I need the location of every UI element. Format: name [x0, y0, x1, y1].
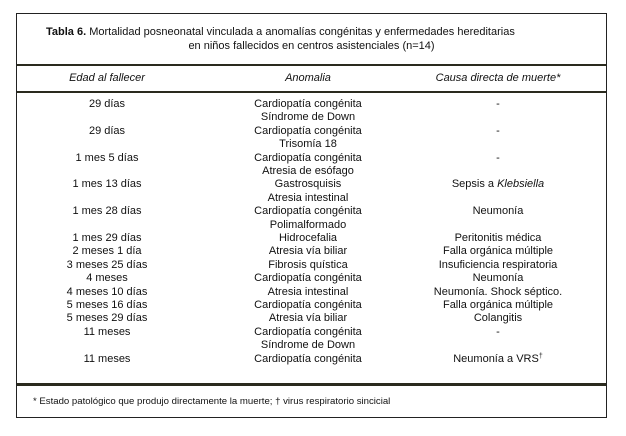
cell-anomalia [197, 259, 419, 272]
cell-anomalia [197, 286, 419, 299]
anomalia-line: Atresia vía biliar [268, 312, 348, 325]
anomalia-line: Cardiopatía congénita [254, 98, 362, 110]
table-row [17, 205, 606, 232]
cell-anomalia [197, 205, 419, 232]
cell-edad: 11 meses [83, 352, 131, 365]
cell-edad: 11 meses [83, 325, 131, 338]
table-row [17, 326, 606, 353]
cell-edad: 5 meses 29 días [66, 312, 148, 325]
table-body [17, 98, 606, 366]
anomalia-line: Cardiopatía congénita [254, 151, 362, 164]
cell-causa [403, 232, 593, 245]
table-row [17, 259, 606, 272]
cell-anomalia [197, 98, 419, 125]
cell-causa [403, 178, 593, 191]
causa-text: - [496, 98, 500, 110]
table-row [17, 286, 606, 299]
column-header-causa: Causa directa de muerte* [435, 72, 561, 84]
cell-anomalia [197, 272, 419, 285]
anomalia-line: Cardiopatía congénita [254, 272, 362, 285]
cell-anomalia [197, 299, 419, 312]
table-footnote: * Estado patológico que produjo directamente la muerte; † virus respiratorio sincicial [33, 396, 391, 407]
cell-anomalia [197, 312, 419, 325]
anomalia-line: Cardiopatía congénita [254, 298, 362, 311]
anomalia-line: Atresia de esófago [262, 164, 354, 177]
cell-anomalia [197, 353, 419, 366]
caption-title: Mortalidad posneonatal vinculada a anomalías congénitas y enfermedades hereditarias [86, 26, 515, 38]
caption-divider [17, 64, 606, 66]
anomalia-line: Cardiopatía congénita [254, 325, 362, 338]
cell-causa [403, 125, 593, 138]
footer-divider [17, 383, 606, 386]
cell-edad: 29 días [88, 124, 126, 137]
anomalia-line: Gastrosquisis [274, 178, 342, 191]
anomalia-line: Fibrosis quística [268, 258, 348, 271]
causa-text: Falla orgánica múltiple [442, 298, 554, 311]
cell-causa [403, 272, 593, 285]
cell-edad: 2 meses 1 día [72, 245, 142, 258]
cell-edad: 1 mes 13 días [72, 178, 142, 191]
anomalia-line: Síndrome de Down [260, 339, 356, 352]
causa-text: Neumonía. Shock séptico. [433, 285, 563, 298]
cell-causa [403, 353, 593, 366]
anomalia-line: Polimalformado [269, 218, 347, 231]
cell-anomalia [197, 125, 419, 152]
causa-text: Neumonía a VRS [453, 352, 539, 365]
table-row [17, 353, 606, 366]
cell-causa [403, 245, 593, 258]
cell-edad: 1 mes 5 días [75, 151, 139, 164]
table-row [17, 272, 606, 285]
cell-causa [403, 286, 593, 299]
caption-label: Tabla 6. [46, 26, 87, 38]
table-row [17, 178, 606, 205]
header-divider [17, 91, 606, 93]
anomalia-line: Hidrocefalia [278, 231, 338, 244]
table-caption [17, 14, 606, 64]
anomalia-line: Cardiopatía congénita [254, 124, 362, 137]
table-row [17, 98, 606, 125]
cell-edad: 4 meses [86, 272, 128, 285]
table-row [17, 125, 606, 152]
table-row [17, 232, 606, 245]
cell-causa [403, 312, 593, 325]
anomalia-line: Trisomía 18 [279, 138, 337, 151]
cell-anomalia [197, 326, 419, 353]
table-row [17, 299, 606, 312]
causa-text: Neumonía [472, 205, 524, 218]
cell-anomalia [197, 245, 419, 258]
dagger-footnote-mark: † [538, 352, 543, 360]
cell-causa [403, 326, 593, 339]
causa-organism: Klebsiella [497, 178, 545, 191]
cell-anomalia [197, 152, 419, 179]
cell-edad: 1 mes 29 días [72, 231, 142, 244]
cell-edad: 1 mes 28 días [72, 205, 142, 218]
cell-causa [403, 205, 593, 218]
causa-text: Falla orgánica múltiple [442, 245, 554, 258]
column-header-edad: Edad al fallecer [69, 72, 145, 84]
cell-anomalia [197, 232, 419, 245]
cell-edad: 5 meses 16 días [66, 298, 148, 311]
cell-causa [403, 98, 593, 111]
table-row [17, 152, 606, 179]
cell-edad: 29 días [88, 98, 126, 110]
anomalia-line: Cardiopatía congénita [254, 205, 362, 218]
causa-text: - [496, 325, 500, 338]
causa-text: Peritonitis médica [454, 231, 542, 244]
anomalia-line: Atresia intestinal [267, 285, 349, 298]
anomalia-line: Cardiopatía congénita [254, 352, 362, 365]
anomalia-line: Atresia intestinal [267, 191, 349, 204]
cell-causa [403, 152, 593, 165]
causa-text: Neumonía [472, 272, 524, 285]
causa-text: Sepsis a [451, 178, 498, 191]
anomalia-line: Síndrome de Down [260, 111, 356, 124]
table-row [17, 312, 606, 325]
caption-line-1 [46, 25, 515, 39]
causa-text: Colangitis [473, 312, 523, 325]
cell-edad: 3 meses 25 días [66, 258, 148, 271]
caption-line-2: en niños fallecidos en centros asistenciales (n=14) [188, 40, 435, 52]
column-header-anomalia: Anomalia [285, 72, 331, 84]
anomalia-line: Atresia vía biliar [268, 245, 348, 258]
cell-anomalia [197, 178, 419, 205]
cell-causa [403, 259, 593, 272]
cell-causa [403, 299, 593, 312]
column-header-row [17, 67, 606, 89]
causa-text: - [496, 151, 500, 164]
table-frame [16, 13, 607, 418]
cell-edad: 4 meses 10 días [66, 285, 148, 298]
causa-text: Insuficiencia respiratoria [438, 258, 558, 271]
causa-text: - [496, 124, 500, 137]
table-row [17, 245, 606, 258]
